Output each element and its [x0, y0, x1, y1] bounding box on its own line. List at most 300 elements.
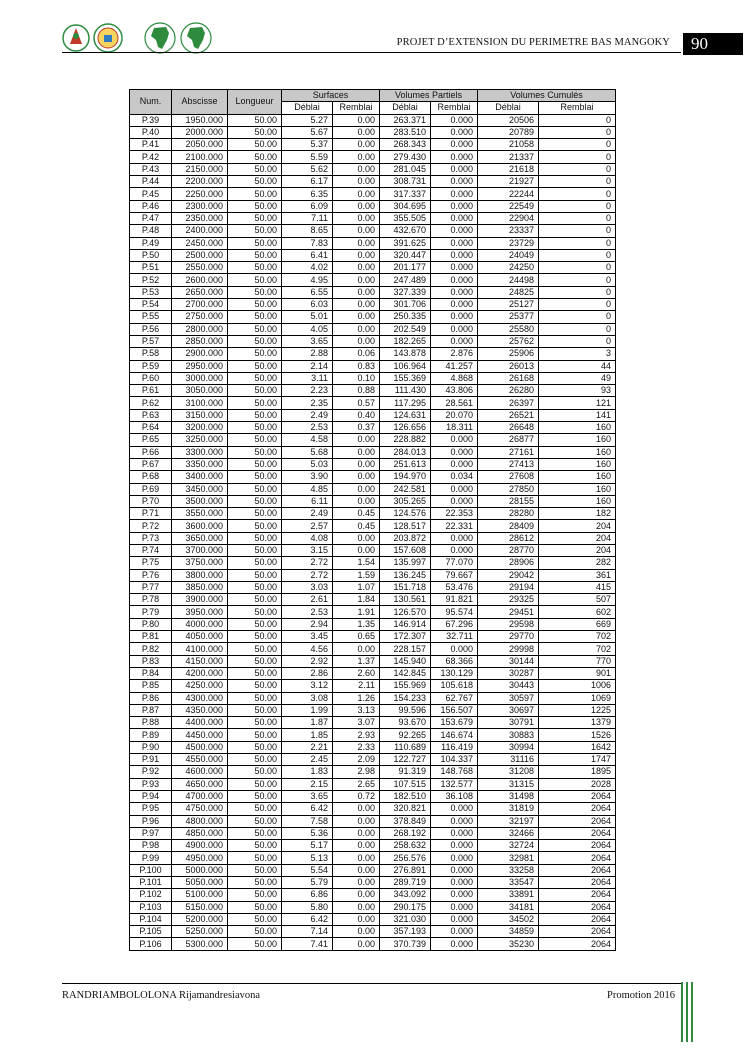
cell-longueur: 50.00 [228, 557, 282, 569]
cell-surf-remblai: 0.00 [333, 274, 380, 286]
cell-vc-remblai: 602 [539, 606, 616, 618]
cell-longueur: 50.00 [228, 680, 282, 692]
table-row [130, 594, 616, 606]
cell-vc-deblai: 21927 [478, 176, 539, 188]
cell-vc-remblai: 0 [539, 335, 616, 347]
cell-surf-remblai: 0.37 [333, 422, 380, 434]
cell-num: P.70 [130, 495, 172, 507]
cell-surf-remblai: 2.98 [333, 766, 380, 778]
cell-abscisse: 3400.000 [172, 471, 228, 483]
cell-vp-deblai: 143.878 [380, 348, 431, 360]
cell-num: P.105 [130, 926, 172, 938]
cell-vc-remblai: 0 [539, 126, 616, 138]
cell-surf-deblai: 4.58 [282, 434, 333, 446]
cell-vp-deblai: 355.505 [380, 212, 431, 224]
cell-longueur: 50.00 [228, 778, 282, 790]
cell-surf-remblai: 1.07 [333, 581, 380, 593]
cell-vc-deblai: 26521 [478, 409, 539, 421]
cell-vp-remblai: 156.507 [431, 704, 478, 716]
cell-num: P.52 [130, 274, 172, 286]
header-surf-remblai: Remblai [333, 102, 380, 114]
cell-vp-remblai: 28.561 [431, 397, 478, 409]
cell-vp-remblai: 0.000 [431, 139, 478, 151]
cell-abscisse: 4400.000 [172, 717, 228, 729]
cell-surf-deblai: 3.11 [282, 372, 333, 384]
cell-vc-remblai: 160 [539, 483, 616, 495]
cell-surf-deblai: 3.65 [282, 790, 333, 802]
table-row [130, 778, 616, 790]
cell-surf-deblai: 6.17 [282, 176, 333, 188]
cell-vc-remblai: 160 [539, 422, 616, 434]
cell-vc-remblai: 0 [539, 249, 616, 261]
cell-vp-remblai: 0.000 [431, 323, 478, 335]
table-row [130, 114, 616, 126]
cell-vc-remblai: 901 [539, 667, 616, 679]
cell-vc-deblai: 31819 [478, 803, 539, 815]
cell-surf-remblai: 0.00 [333, 188, 380, 200]
table-row [130, 446, 616, 458]
cell-abscisse: 2400.000 [172, 225, 228, 237]
cell-vp-remblai: 0.000 [431, 212, 478, 224]
cell-vc-deblai: 28612 [478, 532, 539, 544]
cell-vp-deblai: 251.613 [380, 458, 431, 470]
cell-vp-remblai: 0.000 [431, 446, 478, 458]
cell-abscisse: 3550.000 [172, 508, 228, 520]
cell-abscisse: 4500.000 [172, 741, 228, 753]
cell-abscisse: 3450.000 [172, 483, 228, 495]
cell-num: P.91 [130, 754, 172, 766]
cell-longueur: 50.00 [228, 176, 282, 188]
cell-vc-deblai: 23337 [478, 225, 539, 237]
cell-vc-remblai: 204 [539, 520, 616, 532]
cell-longueur: 50.00 [228, 458, 282, 470]
cell-vc-remblai: 1895 [539, 766, 616, 778]
cell-num: P.80 [130, 618, 172, 630]
cell-vp-deblai: 145.940 [380, 655, 431, 667]
cell-vc-deblai: 28906 [478, 557, 539, 569]
cell-vp-remblai: 0.000 [431, 311, 478, 323]
cell-surf-remblai: 0.88 [333, 385, 380, 397]
cell-longueur: 50.00 [228, 200, 282, 212]
table-row [130, 139, 616, 151]
cell-vc-remblai: 361 [539, 569, 616, 581]
cell-surf-remblai: 0.00 [333, 471, 380, 483]
cell-abscisse: 5300.000 [172, 938, 228, 950]
cell-num: P.64 [130, 422, 172, 434]
cell-num: P.42 [130, 151, 172, 163]
cell-vc-deblai: 32466 [478, 827, 539, 839]
table-row [130, 471, 616, 483]
cell-num: P.67 [130, 458, 172, 470]
cell-num: P.59 [130, 360, 172, 372]
cell-vp-remblai: 62.767 [431, 692, 478, 704]
cell-abscisse: 4550.000 [172, 754, 228, 766]
cell-longueur: 50.00 [228, 225, 282, 237]
cell-num: P.73 [130, 532, 172, 544]
cell-abscisse: 5200.000 [172, 913, 228, 925]
cell-surf-deblai: 4.02 [282, 262, 333, 274]
cell-num: P.103 [130, 901, 172, 913]
cell-num: P.68 [130, 471, 172, 483]
cell-abscisse: 3500.000 [172, 495, 228, 507]
cell-surf-deblai: 5.17 [282, 840, 333, 852]
table-row [130, 729, 616, 741]
cell-vc-deblai: 30994 [478, 741, 539, 753]
cell-vp-remblai: 91.821 [431, 594, 478, 606]
cell-vp-remblai: 0.000 [431, 889, 478, 901]
cell-num: P.48 [130, 225, 172, 237]
table-row [130, 643, 616, 655]
cell-vp-remblai: 116.419 [431, 741, 478, 753]
cell-vp-remblai: 0.000 [431, 532, 478, 544]
table-row [130, 901, 616, 913]
cell-surf-remblai: 2.65 [333, 778, 380, 790]
cell-vc-deblai: 29598 [478, 618, 539, 630]
cell-vp-deblai: 279.430 [380, 151, 431, 163]
cell-longueur: 50.00 [228, 508, 282, 520]
cell-abscisse: 4750.000 [172, 803, 228, 815]
cell-abscisse: 3150.000 [172, 409, 228, 421]
cell-vp-remblai: 95.574 [431, 606, 478, 618]
cell-surf-remblai: 0.00 [333, 311, 380, 323]
cell-surf-deblai: 7.14 [282, 926, 333, 938]
cell-surf-remblai: 2.33 [333, 741, 380, 753]
cell-abscisse: 2800.000 [172, 323, 228, 335]
cell-num: P.41 [130, 139, 172, 151]
cell-longueur: 50.00 [228, 151, 282, 163]
cell-surf-deblai: 7.11 [282, 212, 333, 224]
cell-surf-deblai: 2.61 [282, 594, 333, 606]
cell-longueur: 50.00 [228, 348, 282, 360]
cell-surf-deblai: 4.56 [282, 643, 333, 655]
cell-longueur: 50.00 [228, 852, 282, 864]
cell-surf-deblai: 2.49 [282, 409, 333, 421]
cell-num: P.47 [130, 212, 172, 224]
cell-vc-deblai: 31498 [478, 790, 539, 802]
cell-vp-deblai: 124.631 [380, 409, 431, 421]
table-row [130, 704, 616, 716]
cell-num: P.79 [130, 606, 172, 618]
cell-surf-remblai: 0.00 [333, 827, 380, 839]
cell-longueur: 50.00 [228, 618, 282, 630]
cell-surf-deblai: 3.08 [282, 692, 333, 704]
cell-vc-remblai: 282 [539, 557, 616, 569]
cell-longueur: 50.00 [228, 163, 282, 175]
cell-vc-deblai: 32724 [478, 840, 539, 852]
cell-vc-remblai: 2064 [539, 901, 616, 913]
cell-abscisse: 5150.000 [172, 901, 228, 913]
cell-longueur: 50.00 [228, 569, 282, 581]
cell-abscisse: 2500.000 [172, 249, 228, 261]
cell-vp-deblai: 228.882 [380, 434, 431, 446]
cell-longueur: 50.00 [228, 631, 282, 643]
cell-surf-deblai: 2.21 [282, 741, 333, 753]
cell-surf-remblai: 0.00 [333, 901, 380, 913]
cell-vp-remblai: 0.000 [431, 163, 478, 175]
cell-vp-remblai: 0.000 [431, 827, 478, 839]
header-vp-remblai: Remblai [431, 102, 478, 114]
cell-vc-deblai: 24825 [478, 286, 539, 298]
cell-surf-remblai: 0.72 [333, 790, 380, 802]
cell-vp-remblai: 0.000 [431, 901, 478, 913]
cell-num: P.62 [130, 397, 172, 409]
cell-vc-deblai: 25580 [478, 323, 539, 335]
cell-abscisse: 3100.000 [172, 397, 228, 409]
cell-surf-deblai: 2.92 [282, 655, 333, 667]
cell-abscisse: 3650.000 [172, 532, 228, 544]
cell-abscisse: 4850.000 [172, 827, 228, 839]
table-row [130, 335, 616, 347]
cell-surf-deblai: 2.23 [282, 385, 333, 397]
cell-surf-deblai: 5.13 [282, 852, 333, 864]
table-row [130, 926, 616, 938]
cell-vp-remblai: 0.000 [431, 262, 478, 274]
cell-vp-remblai: 0.000 [431, 114, 478, 126]
cell-vc-remblai: 160 [539, 458, 616, 470]
cell-vp-remblai: 104.337 [431, 754, 478, 766]
cell-vc-deblai: 29042 [478, 569, 539, 581]
cell-vp-deblai: 202.549 [380, 323, 431, 335]
cell-surf-remblai: 0.00 [333, 483, 380, 495]
cell-longueur: 50.00 [228, 790, 282, 802]
cell-num: P.85 [130, 680, 172, 692]
cell-longueur: 50.00 [228, 840, 282, 852]
cell-vc-remblai: 0 [539, 299, 616, 311]
decorative-bars-icon [680, 982, 696, 1042]
document-header-title: PROJET D’EXTENSION DU PERIMETRE BAS MANGOKY [396, 37, 670, 48]
cell-surf-remblai: 1.35 [333, 618, 380, 630]
cell-vc-remblai: 770 [539, 655, 616, 667]
cell-vp-remblai: 0.000 [431, 286, 478, 298]
university-logo-icon [63, 25, 89, 51]
cell-longueur: 50.00 [228, 249, 282, 261]
cell-abscisse: 1950.000 [172, 114, 228, 126]
cell-vc-remblai: 1069 [539, 692, 616, 704]
cell-longueur: 50.00 [228, 729, 282, 741]
school-logo-icon [94, 24, 122, 52]
cell-vc-remblai: 1526 [539, 729, 616, 741]
cell-surf-deblai: 2.14 [282, 360, 333, 372]
cell-vc-remblai: 0 [539, 151, 616, 163]
cell-abscisse: 4250.000 [172, 680, 228, 692]
cell-surf-remblai: 0.00 [333, 249, 380, 261]
cell-abscisse: 5000.000 [172, 864, 228, 876]
cell-vc-remblai: 0 [539, 212, 616, 224]
table-row [130, 840, 616, 852]
table-row [130, 569, 616, 581]
cell-vp-deblai: 284.013 [380, 446, 431, 458]
cell-abscisse: 4150.000 [172, 655, 228, 667]
cell-surf-remblai: 0.83 [333, 360, 380, 372]
cell-longueur: 50.00 [228, 422, 282, 434]
cell-surf-deblai: 2.94 [282, 618, 333, 630]
cell-abscisse: 4700.000 [172, 790, 228, 802]
cell-vc-deblai: 22904 [478, 212, 539, 224]
cell-surf-deblai: 2.15 [282, 778, 333, 790]
cell-surf-deblai: 2.88 [282, 348, 333, 360]
cell-vp-deblai: 370.739 [380, 938, 431, 950]
cell-abscisse: 5250.000 [172, 926, 228, 938]
cell-vp-deblai: 268.192 [380, 827, 431, 839]
cell-longueur: 50.00 [228, 188, 282, 200]
cell-surf-deblai: 6.42 [282, 803, 333, 815]
cell-vc-remblai: 1225 [539, 704, 616, 716]
table-row [130, 631, 616, 643]
cell-vc-remblai: 204 [539, 544, 616, 556]
cell-num: P.45 [130, 188, 172, 200]
cell-surf-deblai: 1.85 [282, 729, 333, 741]
cell-vp-deblai: 172.307 [380, 631, 431, 643]
cell-num: P.93 [130, 778, 172, 790]
cell-vp-deblai: 289.719 [380, 877, 431, 889]
cell-vp-deblai: 250.335 [380, 311, 431, 323]
author-name: RANDRIAMBOLOLONA Rijamandresiavona [62, 990, 261, 1001]
cell-surf-deblai: 5.03 [282, 458, 333, 470]
table-row [130, 126, 616, 138]
cell-vp-remblai: 130.129 [431, 667, 478, 679]
cell-num: P.87 [130, 704, 172, 716]
cell-vp-remblai: 0.000 [431, 852, 478, 864]
cell-surf-deblai: 2.49 [282, 508, 333, 520]
table-row [130, 852, 616, 864]
table-row [130, 544, 616, 556]
cell-vc-deblai: 30597 [478, 692, 539, 704]
cell-surf-remblai: 2.09 [333, 754, 380, 766]
cell-vc-remblai: 141 [539, 409, 616, 421]
cell-vc-remblai: 2064 [539, 877, 616, 889]
cell-vp-deblai: 91.319 [380, 766, 431, 778]
cell-abscisse: 3800.000 [172, 569, 228, 581]
cell-surf-remblai: 0.00 [333, 926, 380, 938]
cell-vc-remblai: 0 [539, 200, 616, 212]
header-surfaces: Surfaces [282, 90, 380, 102]
cell-vp-remblai: 0.034 [431, 471, 478, 483]
cell-surf-remblai: 0.00 [333, 864, 380, 876]
cell-vp-remblai: 0.000 [431, 803, 478, 815]
cell-longueur: 50.00 [228, 212, 282, 224]
cell-longueur: 50.00 [228, 446, 282, 458]
footer-divider [62, 983, 681, 984]
table-row [130, 200, 616, 212]
cell-num: P.39 [130, 114, 172, 126]
cell-vp-remblai: 0.000 [431, 274, 478, 286]
cell-abscisse: 4050.000 [172, 631, 228, 643]
header-surf-deblai: Déblai [282, 102, 333, 114]
cell-vp-deblai: 305.265 [380, 495, 431, 507]
header-volumes-cumules: Volumes Cumulés [478, 90, 616, 102]
cell-vp-deblai: 320.447 [380, 249, 431, 261]
table-row [130, 163, 616, 175]
earthwork-volumes-table [129, 89, 616, 951]
cell-vp-deblai: 142.845 [380, 667, 431, 679]
cell-longueur: 50.00 [228, 323, 282, 335]
cell-vc-deblai: 33891 [478, 889, 539, 901]
cell-vc-deblai: 28280 [478, 508, 539, 520]
cell-vc-deblai: 23729 [478, 237, 539, 249]
cell-vc-deblai: 29325 [478, 594, 539, 606]
table-row [130, 188, 616, 200]
table-row [130, 434, 616, 446]
cell-abscisse: 2600.000 [172, 274, 228, 286]
cell-abscisse: 3850.000 [172, 581, 228, 593]
cell-vc-remblai: 2064 [539, 803, 616, 815]
cell-surf-deblai: 5.79 [282, 877, 333, 889]
cell-longueur: 50.00 [228, 877, 282, 889]
cell-num: P.69 [130, 483, 172, 495]
table-row [130, 938, 616, 950]
cell-surf-deblai: 6.11 [282, 495, 333, 507]
cell-surf-deblai: 1.83 [282, 766, 333, 778]
table-row [130, 520, 616, 532]
cell-abscisse: 3900.000 [172, 594, 228, 606]
cell-vp-deblai: 157.608 [380, 544, 431, 556]
cell-vp-deblai: 124.576 [380, 508, 431, 520]
cell-vc-deblai: 34502 [478, 913, 539, 925]
cell-surf-deblai: 6.42 [282, 913, 333, 925]
cell-vc-deblai: 32197 [478, 815, 539, 827]
cell-surf-deblai: 6.09 [282, 200, 333, 212]
cell-surf-remblai: 0.00 [333, 458, 380, 470]
cell-surf-deblai: 5.37 [282, 139, 333, 151]
cell-vc-remblai: 2028 [539, 778, 616, 790]
cell-abscisse: 4900.000 [172, 840, 228, 852]
cell-vc-remblai: 0 [539, 286, 616, 298]
cell-vp-remblai: 0.000 [431, 458, 478, 470]
cell-surf-deblai: 5.59 [282, 151, 333, 163]
cell-surf-remblai: 1.84 [333, 594, 380, 606]
cell-longueur: 50.00 [228, 692, 282, 704]
cell-abscisse: 2850.000 [172, 335, 228, 347]
cell-vc-remblai: 2064 [539, 889, 616, 901]
cell-vp-deblai: 146.914 [380, 618, 431, 630]
cell-num: P.84 [130, 667, 172, 679]
cell-vp-deblai: 391.625 [380, 237, 431, 249]
header-vc-remblai: Remblai [539, 102, 616, 114]
cell-surf-deblai: 2.72 [282, 569, 333, 581]
table-row [130, 532, 616, 544]
cell-vp-remblai: 146.674 [431, 729, 478, 741]
cell-surf-deblai: 3.03 [282, 581, 333, 593]
cell-vp-deblai: 111.430 [380, 385, 431, 397]
cell-vp-deblai: 242.581 [380, 483, 431, 495]
cell-vc-remblai: 3 [539, 348, 616, 360]
cell-vc-deblai: 25377 [478, 311, 539, 323]
cell-vc-remblai: 0 [539, 311, 616, 323]
cell-surf-remblai: 0.06 [333, 348, 380, 360]
cell-abscisse: 2300.000 [172, 200, 228, 212]
africa-map-logo-icon [145, 23, 175, 53]
cell-longueur: 50.00 [228, 495, 282, 507]
cell-vc-remblai: 669 [539, 618, 616, 630]
cell-vc-remblai: 2064 [539, 913, 616, 925]
cell-vc-deblai: 28409 [478, 520, 539, 532]
table-row [130, 827, 616, 839]
cell-abscisse: 4600.000 [172, 766, 228, 778]
cell-longueur: 50.00 [228, 385, 282, 397]
cell-vc-remblai: 160 [539, 434, 616, 446]
cell-vc-deblai: 26397 [478, 397, 539, 409]
table-row [130, 741, 616, 753]
cell-num: P.90 [130, 741, 172, 753]
cell-num: P.99 [130, 852, 172, 864]
cell-vc-remblai: 160 [539, 446, 616, 458]
cell-abscisse: 3700.000 [172, 544, 228, 556]
cell-num: P.95 [130, 803, 172, 815]
cell-vp-remblai: 22.331 [431, 520, 478, 532]
table-row [130, 692, 616, 704]
cell-vp-deblai: 107.515 [380, 778, 431, 790]
cell-vc-deblai: 34859 [478, 926, 539, 938]
